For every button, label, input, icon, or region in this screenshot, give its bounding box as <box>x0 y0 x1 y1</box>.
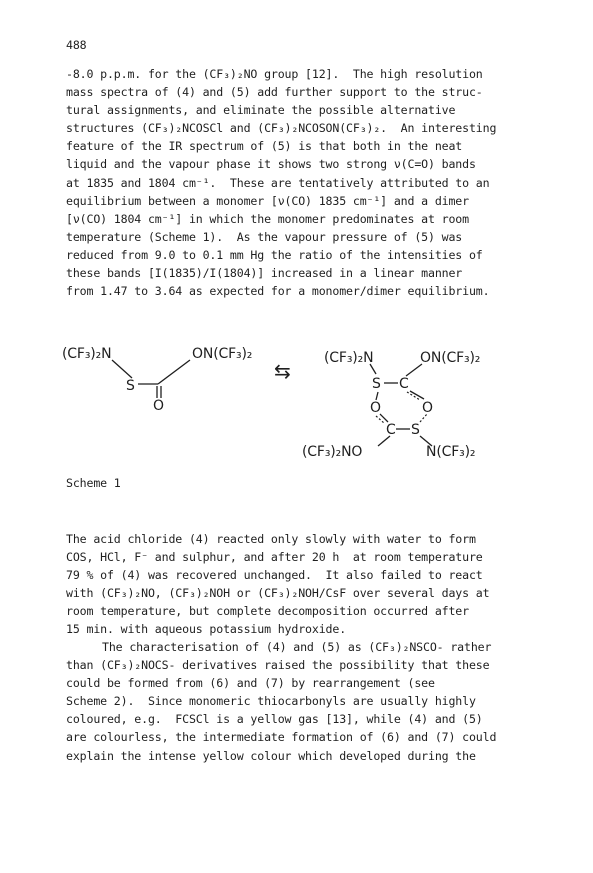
text-line: COS, HCl, F⁻ and sulphur, and after 20 h at room temperature <box>66 550 483 565</box>
paragraph-3 <box>66 638 536 765</box>
bond-c-o-right <box>158 360 190 384</box>
dimer-sulfur-1: S <box>372 376 381 392</box>
text-line: 79 % of (4) was recovered unchanged. It also failed to react <box>66 568 483 583</box>
text-line: than (CF₃)₂NOCS- derivatives raised the possibility that these <box>66 658 490 673</box>
scheme-caption: Scheme 1 <box>66 476 121 490</box>
text-line: structures (CF₃)₂NCOSCl and (CF₃)₂NCOSON(CF₃)₂. An interesting <box>66 121 497 136</box>
monomer-structure <box>62 346 252 414</box>
bond-n-s <box>112 360 132 378</box>
monomer-right-group: ON(CF₃)₂ <box>192 346 253 362</box>
text-line: tural assignments, and eliminate the possible alternative <box>66 103 456 118</box>
text-line: [ν(CO) 1804 cm⁻¹] in which the monomer predominates at room <box>66 211 469 226</box>
dimer-structure <box>302 350 480 460</box>
dimer-oxygen-1: O <box>370 400 381 416</box>
paragraph-1 <box>66 65 536 300</box>
text-line: temperature (Scheme 1). As the vapour pressure of (5) was <box>66 229 463 244</box>
text-line: The acid chloride (4) reacted only slowly with water to form <box>66 532 476 546</box>
text-line: equilibrium between a monomer [ν(CO) 1835 cm⁻¹] and a dimer <box>66 193 469 208</box>
text-line: these bands [I(1835)/I(1804)] increased in a linear manner <box>66 266 463 281</box>
bond-s1-o1 <box>376 392 378 400</box>
dimer-carbon-2: C <box>386 422 396 438</box>
scheme-1-structures <box>40 330 560 470</box>
dimer-top-right-group: ON(CF₃)₂ <box>420 350 481 366</box>
text-line: -8.0 p.p.m. for the (CF₃)₂NO group [12]. The high resolution <box>66 67 483 81</box>
dimer-sulfur-2: S <box>411 422 420 438</box>
text-line: from 1.47 to 3.64 as expected for a monomer/dimer equilibrium. <box>66 284 490 299</box>
text-line: could be formed from (6) and (7) by rearrangement (see <box>66 676 435 691</box>
text-line: at 1835 and 1804 cm⁻¹. These are tentatively attributed to an <box>66 175 490 190</box>
dimer-bottom-left-group: (CF₃)₂NO <box>302 444 363 460</box>
monomer-oxygen: O <box>153 398 164 414</box>
dimer-bottom-right-group: N(CF₃)₂ <box>426 444 476 460</box>
paragraph-2 <box>66 530 536 639</box>
dimer-oxygen-2: O <box>422 400 433 416</box>
bond-c1-o-top <box>406 364 422 376</box>
text-line: Scheme 2). Since monomeric thiocarbonyls are usually highly <box>66 694 476 709</box>
text-line: mass spectra of (4) and (5) add further support to the struc- <box>66 85 483 100</box>
bond-o1-c2 <box>380 414 388 422</box>
monomer-sulfur: S <box>126 378 135 394</box>
equilibrium-arrow: ⇆ <box>274 359 291 383</box>
text-line: with (CF₃)₂NO, (CF₃)₂NOH or (CF₃)₂NOH/CsF over several days at <box>66 586 490 601</box>
text-line: 15 min. with aqueous potassium hydroxide. <box>66 622 347 637</box>
bond-c2-o-bottom <box>378 436 390 446</box>
dimer-carbon-1: C <box>399 376 409 392</box>
text-line: coloured, e.g. FCSCl is a yellow gas [13], while (4) and (5) <box>66 712 483 727</box>
dimer-top-left-group: (CF₃)₂N <box>324 350 374 366</box>
text-line: reduced from 9.0 to 0.1 mm Hg the ratio of the intensities of <box>66 247 483 262</box>
text-line: are colourless, the intermediate formation of (6) and (7) could <box>66 730 497 745</box>
page-number: 488 <box>66 38 87 52</box>
text-line: room temperature, but complete decomposition occurred after <box>66 604 469 619</box>
text-line: explain the intense yellow colour which developed during the <box>66 748 476 763</box>
text-line: feature of the IR spectrum of (5) is that both in the neat <box>66 139 463 154</box>
text-line: liquid and the vapour phase it shows two strong ν(C=O) bands <box>66 157 476 172</box>
text-line: The characterisation of (4) and (5) as (CF₃)₂NSCO- rather <box>102 640 492 654</box>
monomer-left-group: (CF₃)₂N <box>62 346 112 362</box>
